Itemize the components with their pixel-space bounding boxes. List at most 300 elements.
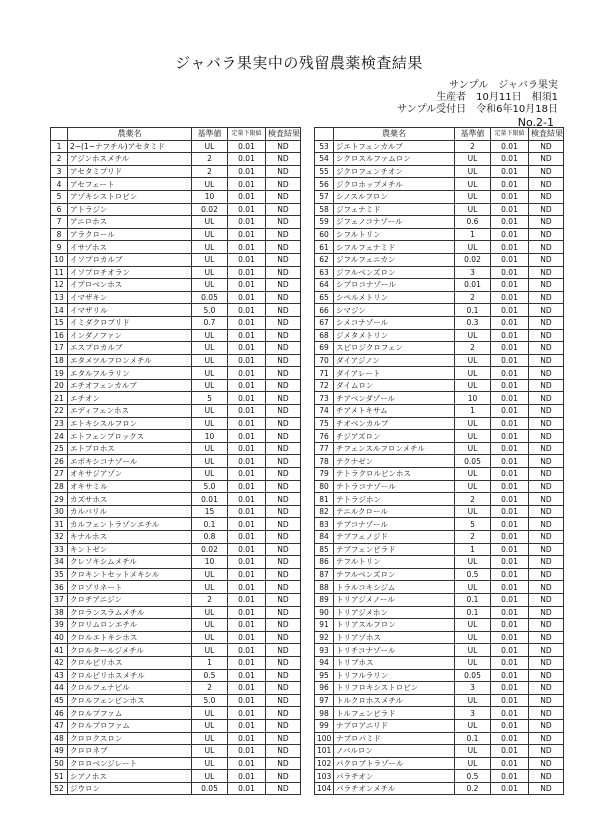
standard-value: 2	[455, 531, 491, 544]
row-number: 63	[315, 266, 334, 279]
row-number: 88	[315, 581, 334, 594]
table-row	[315, 253, 564, 266]
quant-limit-value: 0.01	[228, 468, 266, 481]
pesticide-name: ジメタメトリン	[334, 329, 455, 342]
result-value: ND	[529, 619, 564, 632]
quant-limit-value: 0.01	[491, 505, 529, 518]
result-value: ND	[266, 367, 301, 380]
result-value: ND	[529, 367, 564, 380]
result-value: ND	[529, 241, 564, 254]
pesticide-name: エディフェンホス	[68, 405, 192, 418]
result-value: ND	[266, 745, 301, 758]
quant-limit-value: 0.01	[491, 153, 529, 166]
standard-value: UL	[192, 644, 228, 657]
table-row	[315, 531, 564, 544]
standard-value: UL	[192, 619, 228, 632]
quant-limit-value: 0.01	[228, 543, 266, 556]
row-number: 102	[315, 757, 334, 770]
row-number: 12	[51, 279, 68, 292]
result-value: ND	[266, 770, 301, 783]
quant-limit-value: 0.01	[491, 178, 529, 191]
result-value: ND	[529, 468, 564, 481]
quant-limit-value: 0.01	[228, 253, 266, 266]
result-value: ND	[266, 417, 301, 430]
standard-value: UL	[455, 619, 491, 632]
standard-value: UL	[455, 329, 491, 342]
standard-value: 3	[455, 682, 491, 695]
quant-limit-value: 0.01	[228, 606, 266, 619]
result-value: ND	[266, 619, 301, 632]
pesticide-name: クロルタールジメチル	[68, 644, 192, 657]
standard-value: UL	[455, 165, 491, 178]
table-row	[315, 556, 564, 569]
table-row	[51, 593, 301, 606]
standard-value: UL	[455, 190, 491, 203]
pesticide-name: イサゾホス	[68, 241, 192, 254]
row-number: 74	[315, 405, 334, 418]
pesticide-name: クロルフェンビンホス	[68, 694, 192, 707]
quant-limit-value: 0.01	[491, 430, 529, 443]
row-number: 11	[51, 266, 68, 279]
standard-value: 2	[192, 165, 228, 178]
standard-value: 2	[455, 140, 491, 153]
result-value: ND	[266, 694, 301, 707]
standard-value: UL	[192, 241, 228, 254]
quant-limit-value: 0.01	[228, 581, 266, 594]
row-number: 17	[51, 342, 68, 355]
quant-limit-value: 0.01	[491, 619, 529, 632]
row-number: 21	[51, 392, 68, 405]
table-row	[315, 468, 564, 481]
result-value: ND	[529, 568, 564, 581]
standard-value: UL	[192, 178, 228, 191]
row-number: 60	[315, 228, 334, 241]
standard-value: 5.0	[192, 694, 228, 707]
standard-value: UL	[455, 644, 491, 657]
result-value: ND	[529, 405, 564, 418]
quant-limit-value: 0.01	[228, 241, 266, 254]
row-number: 37	[51, 593, 68, 606]
table-row	[315, 782, 564, 795]
pesticide-name: クロルピリホス	[68, 656, 192, 669]
quant-limit-value: 0.01	[228, 379, 266, 392]
table-row	[315, 178, 564, 191]
quant-limit-value: 0.01	[491, 531, 529, 544]
pesticide-name: ジクロフェンチオン	[334, 165, 455, 178]
result-value: ND	[266, 354, 301, 367]
row-number: 77	[315, 442, 334, 455]
pesticide-name: クロリムロンエチル	[68, 619, 192, 632]
table-row	[51, 480, 301, 493]
standard-value: UL	[192, 568, 228, 581]
pesticide-name: シペルメトリン	[334, 291, 455, 304]
result-value: ND	[266, 757, 301, 770]
table-row	[315, 279, 564, 292]
table-row	[315, 430, 564, 443]
pesticide-name: ジフルベンズロン	[334, 266, 455, 279]
table-row	[315, 379, 564, 392]
pesticide-name: アラクロール	[68, 228, 192, 241]
quant-limit-value: 0.01	[228, 392, 266, 405]
quant-limit-value: 0.01	[491, 329, 529, 342]
quant-limit-value: 0.01	[491, 556, 529, 569]
pesticide-name: インダノファン	[68, 329, 192, 342]
quant-limit-value: 0.01	[228, 745, 266, 758]
pesticide-name: チアメトキサム	[334, 405, 455, 418]
row-number: 101	[315, 745, 334, 758]
standard-value: 0.3	[455, 316, 491, 329]
row-number: 47	[51, 719, 68, 732]
pesticide-name: エスプロカルブ	[68, 342, 192, 355]
table-row	[51, 543, 301, 556]
standard-value: 0.6	[455, 216, 491, 229]
table-row	[315, 329, 564, 342]
result-value: ND	[529, 291, 564, 304]
pesticide-name: ダイアジノン	[334, 354, 455, 367]
table-row	[315, 656, 564, 669]
pesticide-name: シノスルフロン	[334, 190, 455, 203]
quant-limit-value: 0.01	[491, 518, 529, 531]
pesticide-name: トリフロキシストロビン	[334, 682, 455, 695]
table-body-right	[315, 140, 564, 795]
standard-value: UL	[192, 329, 228, 342]
quant-limit-value: 0.01	[228, 568, 266, 581]
pesticide-name: ノバルロン	[334, 745, 455, 758]
standard-value: 5.0	[192, 480, 228, 493]
row-number: 33	[51, 543, 68, 556]
quant-limit-value: 0.01	[228, 493, 266, 506]
result-value: ND	[266, 165, 301, 178]
standard-value: UL	[192, 606, 228, 619]
standard-value: 0.2	[455, 782, 491, 795]
table-row	[51, 644, 301, 657]
quant-limit-value: 0.01	[228, 228, 266, 241]
result-value: ND	[529, 153, 564, 166]
quant-limit-value: 0.01	[228, 165, 266, 178]
quant-limit-value: 0.01	[228, 316, 266, 329]
pesticide-name: トリアゾホス	[334, 631, 455, 644]
quant-limit-value: 0.01	[491, 707, 529, 720]
table-row	[315, 304, 564, 317]
standard-value: UL	[192, 631, 228, 644]
result-value: ND	[529, 430, 564, 443]
result-value: ND	[266, 392, 301, 405]
header-standard: 基準値	[455, 128, 491, 141]
sample-info	[397, 80, 558, 116]
standard-value: 0.02	[192, 203, 228, 216]
result-value: ND	[266, 581, 301, 594]
quant-limit-value: 0.01	[228, 342, 266, 355]
result-value: ND	[529, 593, 564, 606]
quant-limit-value: 0.01	[491, 165, 529, 178]
row-number: 90	[315, 606, 334, 619]
result-value: ND	[266, 329, 301, 342]
standard-value: 2	[455, 342, 491, 355]
row-number: 5	[51, 190, 68, 203]
table-row	[315, 405, 564, 418]
table-row	[315, 631, 564, 644]
pesticide-name: クロロベンジレート	[68, 757, 192, 770]
table-row	[315, 757, 564, 770]
result-value: ND	[529, 442, 564, 455]
row-number: 51	[51, 770, 68, 783]
quant-limit-value: 0.01	[491, 379, 529, 392]
quant-limit-value: 0.01	[491, 455, 529, 468]
row-number: 89	[315, 593, 334, 606]
standard-value: 5.0	[192, 304, 228, 317]
row-number: 1	[51, 140, 68, 153]
row-number: 54	[315, 153, 334, 166]
result-value: ND	[266, 216, 301, 229]
pesticide-name: シフルフェナミド	[334, 241, 455, 254]
standard-value: 0.02	[192, 543, 228, 556]
received-date: サンプル受付日 令和6年10月18日	[397, 104, 558, 115]
quant-limit-value: 0.01	[491, 593, 529, 606]
standard-value: UL	[455, 556, 491, 569]
table-row	[51, 216, 301, 229]
pesticide-name: ナプロパミド	[334, 732, 455, 745]
row-number: 53	[315, 140, 334, 153]
header-standard: 基準値	[192, 128, 228, 141]
row-number: 72	[315, 379, 334, 392]
table-row	[315, 442, 564, 455]
table-row	[51, 568, 301, 581]
standard-value: 0.01	[455, 279, 491, 292]
row-number: 42	[51, 656, 68, 669]
result-value: ND	[529, 719, 564, 732]
row-number: 29	[51, 493, 68, 506]
pesticide-name: イマザリル	[68, 304, 192, 317]
table-row	[51, 291, 301, 304]
quant-limit-value: 0.01	[491, 392, 529, 405]
standard-value: 0.1	[455, 304, 491, 317]
quant-limit-value: 0.01	[491, 782, 529, 795]
header-result: 検査結果	[529, 128, 564, 141]
result-value: ND	[529, 279, 564, 292]
quant-limit-value: 0.01	[228, 203, 266, 216]
row-number: 78	[315, 455, 334, 468]
table-row	[51, 178, 301, 191]
pesticide-name: アニロホス	[68, 216, 192, 229]
table-row	[51, 493, 301, 506]
results-table-left	[50, 127, 301, 795]
row-number: 76	[315, 430, 334, 443]
result-value: ND	[266, 279, 301, 292]
row-number: 16	[51, 329, 68, 342]
result-value: ND	[529, 631, 564, 644]
table-header-row	[51, 128, 301, 141]
pesticide-name: チフェンスルフロンメチル	[334, 442, 455, 455]
pesticide-name: エトキシスルフロン	[68, 417, 192, 430]
row-number: 62	[315, 253, 334, 266]
pesticide-name: トリアジメホン	[334, 606, 455, 619]
standard-value: 3	[455, 266, 491, 279]
result-value: ND	[266, 644, 301, 657]
result-value: ND	[266, 304, 301, 317]
quant-limit-value: 0.01	[228, 190, 266, 203]
quant-limit-value: 0.01	[491, 480, 529, 493]
standard-value: UL	[455, 581, 491, 594]
result-value: ND	[266, 153, 301, 166]
standard-value: UL	[192, 757, 228, 770]
table-row	[315, 505, 564, 518]
quant-limit-value: 0.01	[491, 342, 529, 355]
standard-value: UL	[192, 405, 228, 418]
quant-limit-value: 0.01	[491, 442, 529, 455]
quant-limit-value: 0.01	[228, 732, 266, 745]
quant-limit-value: 0.01	[228, 329, 266, 342]
row-number: 84	[315, 531, 334, 544]
result-value: ND	[529, 316, 564, 329]
row-number: 55	[315, 165, 334, 178]
result-value: ND	[529, 656, 564, 669]
standard-value: 0.1	[192, 518, 228, 531]
result-value: ND	[266, 140, 301, 153]
standard-value: 0.5	[455, 770, 491, 783]
standard-value: 0.02	[455, 253, 491, 266]
row-number: 50	[51, 757, 68, 770]
result-value: ND	[529, 190, 564, 203]
pesticide-name: エポキシコナゾール	[68, 455, 192, 468]
table-row	[51, 430, 301, 443]
table-row	[51, 455, 301, 468]
quant-limit-value: 0.01	[491, 719, 529, 732]
result-value: ND	[266, 568, 301, 581]
pesticide-name: ジエトフェンカルブ	[334, 140, 455, 153]
standard-value: 1	[455, 543, 491, 556]
standard-value: UL	[192, 719, 228, 732]
standard-value: UL	[455, 379, 491, 392]
pesticide-name: クロルエトキシホス	[68, 631, 192, 644]
standard-value: UL	[192, 745, 228, 758]
table-row	[315, 682, 564, 695]
table-row	[315, 770, 564, 783]
standard-value: UL	[192, 581, 228, 594]
row-number: 65	[315, 291, 334, 304]
row-number: 27	[51, 468, 68, 481]
result-value: ND	[266, 505, 301, 518]
result-value: ND	[266, 518, 301, 531]
standard-value: 5	[455, 518, 491, 531]
pesticide-name: チジアズロン	[334, 430, 455, 443]
pesticide-name: テニルクロール	[334, 505, 455, 518]
row-number: 98	[315, 707, 334, 720]
result-value: ND	[529, 480, 564, 493]
standard-value: UL	[455, 367, 491, 380]
quant-limit-value: 0.01	[228, 631, 266, 644]
table-row	[315, 694, 564, 707]
row-number: 59	[315, 216, 334, 229]
result-value: ND	[529, 140, 564, 153]
standard-value: 10	[192, 190, 228, 203]
quant-limit-value: 0.01	[228, 719, 266, 732]
pesticide-name: テトラジホン	[334, 493, 455, 506]
quant-limit-value: 0.01	[228, 757, 266, 770]
row-number: 56	[315, 178, 334, 191]
quant-limit-value: 0.01	[491, 190, 529, 203]
table-row	[315, 480, 564, 493]
header-pesticide-name: 農薬名	[334, 128, 455, 141]
row-number: 73	[315, 392, 334, 405]
row-number: 24	[51, 430, 68, 443]
row-number: 79	[315, 468, 334, 481]
standard-value: 1	[455, 228, 491, 241]
quant-limit-value: 0.01	[228, 291, 266, 304]
result-value: ND	[266, 178, 301, 191]
row-number: 81	[315, 493, 334, 506]
pesticide-name: テフルベンズロン	[334, 568, 455, 581]
row-number: 57	[315, 190, 334, 203]
quant-limit-value: 0.01	[491, 770, 529, 783]
standard-value: 0.1	[455, 593, 491, 606]
result-value: ND	[266, 682, 301, 695]
pesticide-name: クロロクスロン	[68, 732, 192, 745]
row-number: 64	[315, 279, 334, 292]
result-value: ND	[529, 644, 564, 657]
table-row	[51, 304, 301, 317]
row-number: 8	[51, 228, 68, 241]
row-number: 34	[51, 556, 68, 569]
quant-limit-value: 0.01	[228, 782, 266, 795]
table-row	[51, 556, 301, 569]
table-row	[51, 329, 301, 342]
table-row	[315, 581, 564, 594]
quant-limit-value: 0.01	[491, 266, 529, 279]
standard-value: 15	[192, 505, 228, 518]
table-row	[315, 455, 564, 468]
table-row	[51, 316, 301, 329]
document-number: No.2-1	[517, 116, 554, 129]
standard-value: 0.5	[455, 568, 491, 581]
row-number: 95	[315, 669, 334, 682]
table-row	[51, 367, 301, 380]
pesticide-name: シアノホス	[68, 770, 192, 783]
pesticide-name: イソプロチオラン	[68, 266, 192, 279]
row-number: 93	[315, 644, 334, 657]
quant-limit-value: 0.01	[491, 405, 529, 418]
standard-value: 2	[455, 493, 491, 506]
table-row	[51, 379, 301, 392]
pesticide-name: クロルプロファム	[68, 719, 192, 732]
row-number: 19	[51, 367, 68, 380]
pesticide-name: チオベンカルブ	[334, 417, 455, 430]
standard-value: UL	[192, 732, 228, 745]
quant-limit-value: 0.01	[491, 367, 529, 380]
table-row	[51, 619, 301, 632]
row-number: 75	[315, 417, 334, 430]
standard-value: UL	[455, 656, 491, 669]
result-value: ND	[529, 732, 564, 745]
row-number: 48	[51, 732, 68, 745]
row-number: 31	[51, 518, 68, 531]
standard-value: UL	[455, 203, 491, 216]
pesticide-name: アゾキシストロビン	[68, 190, 192, 203]
pesticide-name: テブフェンピラド	[334, 543, 455, 556]
quant-limit-value: 0.01	[491, 279, 529, 292]
row-number: 30	[51, 505, 68, 518]
standard-value: 10	[192, 556, 228, 569]
table-row	[51, 468, 301, 481]
table-row	[51, 707, 301, 720]
table-row	[315, 153, 564, 166]
pesticide-name: カルバリル	[68, 505, 192, 518]
pesticide-name: クレソキシムメチル	[68, 556, 192, 569]
result-value: ND	[529, 253, 564, 266]
pesticide-name: カズサホス	[68, 493, 192, 506]
row-number: 58	[315, 203, 334, 216]
quant-limit-value: 0.01	[228, 216, 266, 229]
result-value: ND	[529, 178, 564, 191]
